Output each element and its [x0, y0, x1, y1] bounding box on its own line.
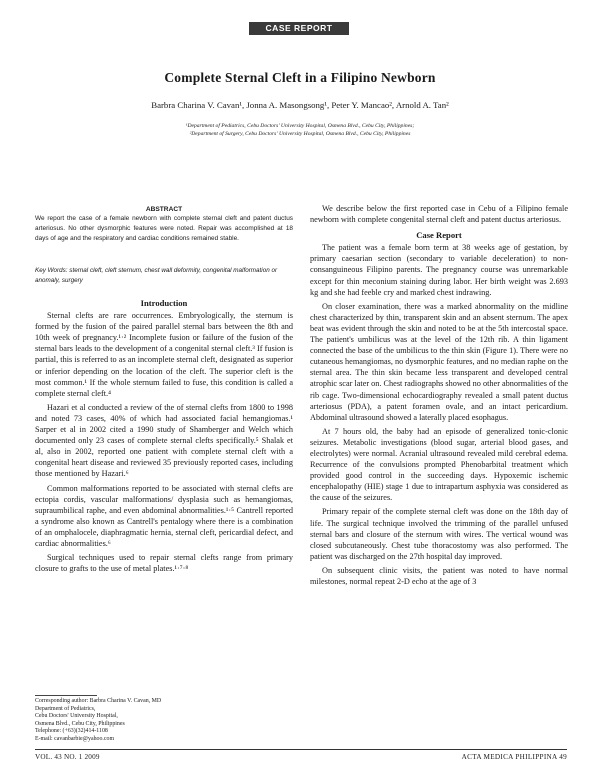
corresponding-author-footnote: [35, 698, 293, 744]
footnote-line: Telephone: (+63)(32)414-1108: [35, 728, 108, 735]
abstract-heading: ABSTRACT: [145, 206, 183, 213]
intro-paragraph-3: Common malformations reported to be associated with sternal clefts are ectopia cordis, vascular malformations/ dysplasia such as hemangiomas, supraumbilical raphe, and even abdominal abnormalities.¹·⁵ Cantrell reported a syndrome also known as Cantrell's pentalogy where there is a combination of an omphalocele, diaphragmatic hernia, sternal cleft, pericardial defect, and cardiac abnormalities.⁶: [35, 483, 293, 548]
footnote-line: E-mail: cavanbarbie@yahoo.com: [35, 735, 115, 742]
intro-paragraph-4: Surgical techniques used to repair sternal clefts range from primary closure to grafts to the use of metal plates.¹·⁷·⁸: [35, 553, 293, 574]
article-title: Complete Sternal Cleft in a Filipino Newborn: [164, 70, 436, 85]
volume-info: VOL. 43 NO. 1 2009: [35, 753, 100, 761]
footnote-line: Osmena Blvd., Cebu City, Philippines: [35, 720, 125, 727]
case-report-heading: Case Report: [416, 230, 462, 241]
intro-paragraph-2: Hazari et al conducted a review of the of sternal clefts from 1800 to 1998 and noted 73 cases, 40% of which had associated facial hemangiomas.¹ Sarper et al in 2002 cited a 1990 study of Shamberger and Welch which documented only 23 cases of complete sternal clefts specifically.⁵ Shalak et al, also in 2002, reported one patient with complete sternal cleft with a congenital heart disease and reviewed 35 previously reported cases, including those mentioned by Hazari.⁶: [35, 402, 293, 479]
case-paragraph-5: On subsequent clinic visits, the patient was noted to have normal milestones, normal repeat 2-D echo at the age of 3: [310, 565, 568, 586]
footnote-line: Cebu Doctors' University Hospital,: [35, 713, 118, 720]
case-paragraph-1: The patient was a female born term at 38 weeks age of gestation, by primary caesarian section (secondary to variable deceleration) to non-consanguineous Filipino parents. The pregnancy course was unremarkable except for thin meconium staining during labor. Her birth weight was 2.693 kg and she had feeble cry and marked chest indrawing.: [310, 243, 568, 297]
introduction-section: [35, 298, 293, 577]
intro-summary-paragraph: We describe below the first reported case in Cebu of a Filipino female newborn with complete congenital sternal cleft and patent ductus arteriosus.: [310, 204, 568, 225]
case-paragraph-3: At 7 hours old, the baby had an episode of generalized tonic-clonic seizures. Metabolic investigations (blood sugar, arterial blood gases, and electrolytes) were normal. Acranial ultrasound revealed mild cerebral edema. Recurrence of the convulsions prompted Phenobarbital treatment which provided good control in the succeeding days. Hypoxemic ischemic encephalopathy (HIE) stage 1 due to intrapartum asphyxia was considered as the cause of the seizures.: [310, 426, 568, 503]
section-banner: CASE REPORT: [249, 22, 349, 35]
footnote-line: Department of Pediatrics,: [35, 705, 96, 712]
case-paragraph-4: Primary repair of the complete sternal cleft was done on the 18th day of life. The surgical technique involved the trimming of the parallel unfused sternal bars and closure of the sternum with wires. The vertical wound was closed subcutaneously. Chest tube thoracostomy was also performed. The patient was discharged on the 27th hospital day improved.: [310, 507, 568, 561]
affiliation-1: ¹Department of Pediatrics, Cebu Doctors' University Hospital, Osmena Blvd., Cebu City, Philippines;: [185, 123, 415, 129]
journal-page: ACTA MEDICA PHILIPPINA 49: [461, 753, 567, 761]
abstract-text: We report the case of a female newborn with complete sternal cleft and patent ductus arteriosus. No other dysmorphic features were noted. Repair was accomplished at 18 days of age and the respiratory and cardiac conditions remained stable.: [35, 215, 293, 242]
affiliation-2: ²Department of Surgery, Cebu Doctors' University Hospital, Osmena Blvd., Cebu City, Philippines: [189, 131, 411, 137]
author-list: Barbra Charina V. Cavan¹, Jonna A. Masongsong¹, Peter Y. Mancao², Arnold A. Tan²: [151, 100, 449, 110]
footer-divider: [35, 749, 567, 750]
footnote-line: Corresponding author: Barbra Charina V. Cavan, MD: [35, 698, 162, 704]
case-paragraph-2: On closer examination, there was a marked abnormality on the midline chest characterized by thin, transparent skin and an absent sternum. The apex beat was evident through the skin and noted to be at the 5th intercostal space. The patient's umbilicus was at the level of the 12th rib. A thin ligament connected the base of the umbilicus to the thin skin (Figure 1). There were no cutaneous hemangiomas, no dysmorphic features, and no median raphe on the sternal area. The thin skin became less transparent and developed central atrophic scar later on. Chest radiographs showed no other abnormalities of the rib cage. Two-dimensional echocardiography revealed a small patent ductus arteriosus (PDA), a patent foramen ovale, and an intact pericardium. Abdominal ultrasound showed a laterally placed esophagus.: [310, 301, 568, 422]
introduction-heading: Introduction: [140, 298, 188, 308]
intro-paragraph-1: Sternal clefts are rare occurrences. Embryologically, the sternum is formed by the fusion of the paired parallel sternal bars between the 8th and 10th week of pregnancy.¹·² Incomplete fusion or failure of the fusion of the sternal bars leads to the development of a congenital sternal cleft.³ If fusion is partial, this is referred to as an incomplete sternal cleft, designated as superior or inferior depending on the location of the cleft. The superior cleft is the most common.¹ If the whole sternum failed to fuse, this condition is called a complete sternal cleft.⁴: [35, 311, 293, 398]
keywords: Key Words: sternal cleft, cleft sternum, chest wall deformity, congenital malformation or anomaly, surgery: [35, 267, 278, 284]
right-column: [310, 203, 568, 590]
footnote-divider: [35, 695, 97, 696]
